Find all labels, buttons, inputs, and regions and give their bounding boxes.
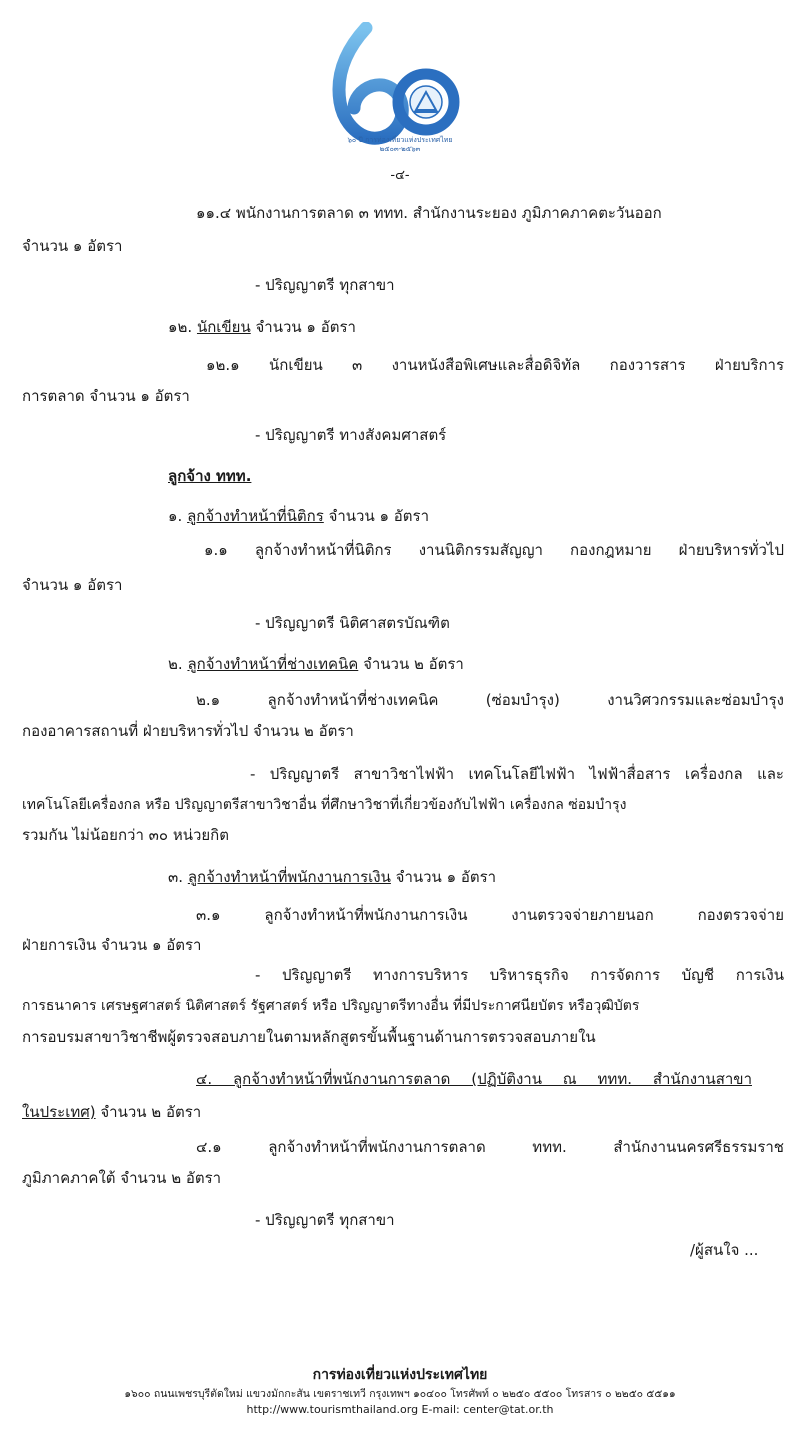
- heading-emp-4: ๔. ลูกจ้างทำหน้าที่พนักงานการตลาด (ปฏิบัติงาน ณ ททท. สำนักงานสาขา: [196, 1070, 752, 1088]
- item-emp-4-1-cont: ภูมิภาคภาคใต้ จำนวน ๒ อัตรา: [22, 1169, 222, 1187]
- item-12-1: ๑๒.๑ นักเขียน ๓ งานหนังสือพิเศษและสื่อดิจิทัล กองวารสาร ฝ่ายบริการ: [206, 356, 784, 374]
- item-emp-2-1-qualification-end: รวมกัน ไม่น้อยกว่า ๓๐ หน่วยกิต: [22, 826, 230, 844]
- heading-emp-3-count: จำนวน ๑ อัตรา: [395, 868, 497, 886]
- heading-12-count: จำนวน ๑ อัตรา: [255, 318, 356, 336]
- heading-emp-4-count: จำนวน ๒ อัตรา: [100, 1103, 202, 1121]
- item-emp-4-1-qualification: - ปริญญาตรี ทุกสาขา: [255, 1211, 395, 1229]
- heading-emp-2-title: ลูกจ้างทำหน้าที่ช่างเทคนิค: [187, 655, 359, 673]
- heading-emp-1: [168, 506, 429, 526]
- item-11-4: ๑๑.๔ พนักงานการตลาด ๓ ททท. สำนักงานระยอง ภูมิภาคภาคตะวันออก: [196, 204, 662, 222]
- item-emp-3-1-qualification: - ปริญญาตรี ทางการบริหาร บริหารธุรกิจ การจัดการ บัญชี การเงิน: [255, 966, 784, 984]
- item-11-4-count: จำนวน ๑ อัตรา: [22, 237, 123, 255]
- item-emp-4-1: ๔.๑ ลูกจ้างทำหน้าที่พนักงานการตลาด ททท. สำนักงานนครศรีธรรมราช: [196, 1138, 784, 1156]
- logo-caption-years: ๒๕๐๓-๒๕๖๓: [379, 145, 421, 153]
- heading-emp-1-count: จำนวน ๑ อัตรา: [328, 507, 430, 525]
- logo-caption: [300, 136, 500, 154]
- heading-emp-2-count: จำนวน ๒ อัตรา: [363, 655, 464, 673]
- item-emp-2-1-qualification-cont: เทคโนโลยีเครื่องกล หรือ ปริญญาตรีสาขาวิชาอื่น ที่ศึกษาวิชาที่เกี่ยวข้องกับไฟฟ้า เครื่องกล ซ่อมบำรุง: [22, 797, 627, 813]
- heading-12: [168, 317, 356, 337]
- heading-emp-1-number: ๑.: [168, 507, 183, 525]
- item-11-4-qualification: - ปริญญาตรี ทุกสาขา: [255, 276, 395, 294]
- item-12-1-cont: การตลาด จำนวน ๑ อัตรา: [22, 387, 190, 405]
- heading-emp-4-cont: [22, 1102, 201, 1122]
- heading-emp-3-number: ๓.: [168, 868, 184, 886]
- item-emp-3-1: ๓.๑ ลูกจ้างทำหน้าที่พนักงานการเงิน งานตรวจจ่ายภายนอก กองตรวจจ่าย: [196, 906, 784, 924]
- section-employees-heading: ลูกจ้าง ททท.: [168, 467, 252, 485]
- item-emp-1-1-cont: จำนวน ๑ อัตรา: [22, 576, 123, 594]
- item-12-1-qualification: - ปริญญาตรี ทางสังคมศาสตร์: [255, 426, 447, 444]
- item-emp-2-1-qualification: - ปริญญาตรี สาขาวิชาไฟฟ้า เทคโนโลยีไฟฟ้า ไฟฟ้าสื่อสาร เครื่องกล และ: [250, 765, 784, 783]
- footer-address: ๑๖๐๐ ถนนเพชรบุรีตัดใหม่ แขวงมักกะสัน เขตราชเทวี กรุงเทพฯ ๑๐๔๐๐ โทรศัพท์ ๐ ๒๒๕๐ ๕๕๐๐ โทรสาร ๐ ๒๒๕๐ ๕๕๑๑: [124, 1388, 676, 1400]
- item-emp-3-1-qualification-end: การอบรมสาขาวิชาชีพผู้ตรวจสอบภายในตามหลักสูตรขั้นพื้นฐานด้านการตรวจสอบภายใน: [22, 1028, 596, 1046]
- heading-emp-3-title: ลูกจ้างทำหน้าที่พนักงานการเงิน: [187, 868, 391, 886]
- item-emp-1-1-qualification: - ปริญญาตรี นิติศาสตรบัณฑิต: [255, 614, 450, 632]
- item-emp-2-1: ๒.๑ ลูกจ้างทำหน้าที่ช่างเทคนิค (ซ่อมบำรุง) งานวิศวกรรมและซ่อมบำรุง: [196, 691, 784, 709]
- heading-12-number: ๑๒.: [168, 318, 193, 336]
- footer-org: การท่องเที่ยวแห่งประเทศไทย: [312, 1367, 488, 1383]
- item-emp-2-1-cont: กองอาคารสถานที่ ฝ่ายบริหารทั่วไป จำนวน ๒ อัตรา: [22, 722, 354, 740]
- heading-emp-4-title-end: ในประเทศ): [22, 1103, 96, 1121]
- heading-emp-2: [168, 654, 464, 674]
- tat-60-years-logo: [326, 22, 466, 152]
- item-emp-1-1: ๑.๑ ลูกจ้างทำหน้าที่นิติกร งานนิติกรรมสัญญา กองกฎหมาย ฝ่ายบริหารทั่วไป: [204, 541, 784, 559]
- item-emp-3-1-cont: ฝ่ายการเงิน จำนวน ๑ อัตรา: [22, 936, 202, 954]
- footer-contact: http://www.tourismthailand.org E-mail: center@tat.or.th: [246, 1403, 554, 1416]
- continued-marker: /ผู้สนใจ ...: [690, 1241, 759, 1259]
- item-emp-3-1-qualification-cont: การธนาคาร เศรษฐศาสตร์ นิติศาสตร์ รัฐศาสตร์ หรือ ปริญญาตรีทางอื่น ที่มีประกาศนียบัตร หรือวุฒิบัตร: [22, 998, 640, 1014]
- heading-12-title: นักเขียน: [196, 318, 251, 336]
- heading-emp-3: [168, 867, 496, 887]
- page-number: -๔-: [390, 168, 410, 183]
- heading-emp-2-number: ๒.: [168, 655, 183, 673]
- logo-caption-line: ๖๐ ปี การท่องเที่ยวแห่งประเทศไทย: [347, 136, 453, 144]
- heading-emp-1-title: ลูกจ้างทำหน้าที่นิติกร: [187, 507, 324, 525]
